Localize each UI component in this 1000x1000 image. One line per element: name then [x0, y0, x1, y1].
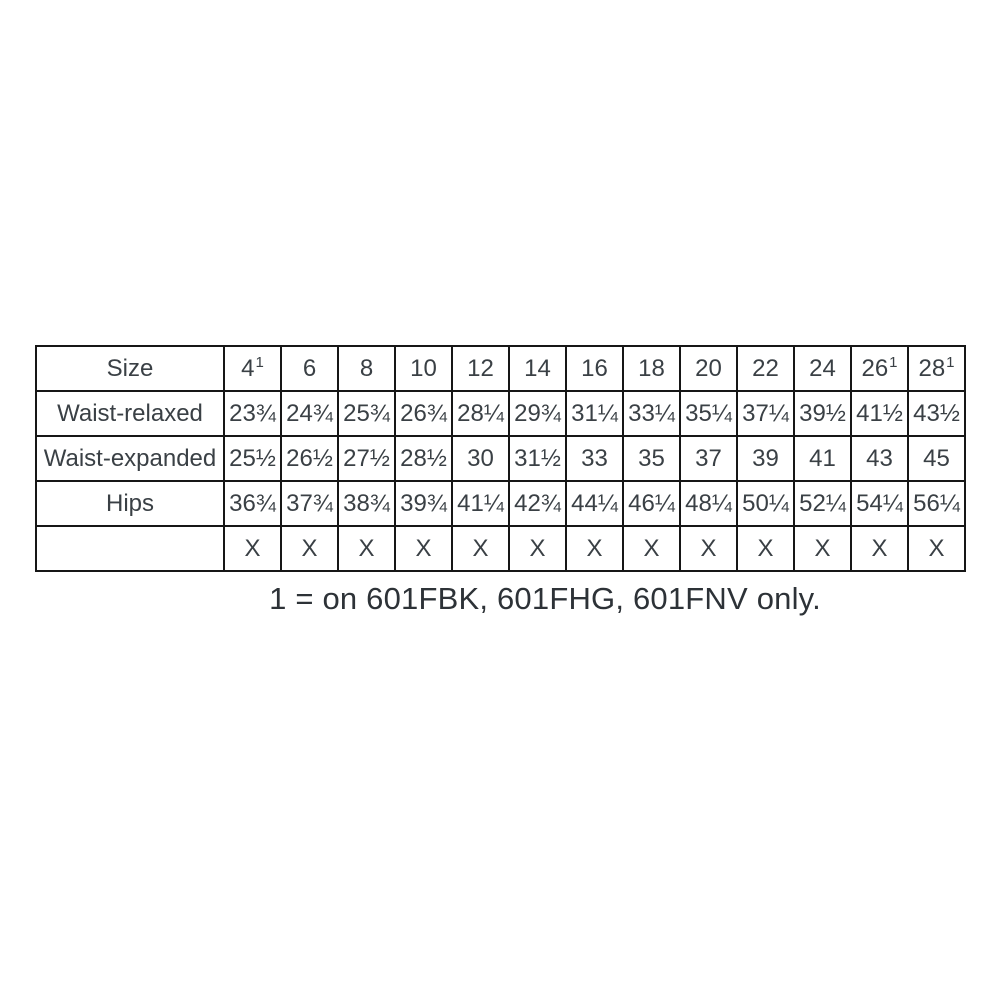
size-header-cell — [338, 346, 395, 391]
measurement-value-cell: X — [851, 526, 908, 571]
size-value: 10 — [410, 354, 437, 382]
size-chart-table — [35, 345, 966, 572]
size-header-cell — [908, 346, 965, 391]
size-header-row — [36, 346, 965, 391]
measurement-value-cell: 48¼ — [680, 481, 737, 526]
size-header-cell — [281, 346, 338, 391]
measurement-value-cell: 39½ — [794, 391, 851, 436]
measurement-value-cell: X — [395, 526, 452, 571]
measurement-value-cell: 31½ — [509, 436, 566, 481]
measurement-value-cell: X — [281, 526, 338, 571]
measurement-value-cell: 54¼ — [851, 481, 908, 526]
size-footnote-marker: 1 — [255, 353, 264, 371]
size-header-cell — [623, 346, 680, 391]
size-header-cell — [509, 346, 566, 391]
measurement-row — [36, 526, 965, 571]
measurement-value-cell: 23¾ — [224, 391, 281, 436]
measurement-value-cell: 46¼ — [623, 481, 680, 526]
measurement-value-cell: X — [680, 526, 737, 571]
measurement-value-cell: 37¾ — [281, 481, 338, 526]
row-label-cell: Waist-relaxed — [36, 391, 224, 436]
measurement-value-cell: 37 — [680, 436, 737, 481]
size-header-cell — [851, 346, 908, 391]
size-header-cell — [680, 346, 737, 391]
measurement-value-cell: 45 — [908, 436, 965, 481]
measurement-value-cell: 25¾ — [338, 391, 395, 436]
measurement-value-cell: X — [794, 526, 851, 571]
size-value: 8 — [359, 354, 374, 382]
measurement-value-cell: 44¼ — [566, 481, 623, 526]
measurement-value-cell: 29¾ — [509, 391, 566, 436]
size-value: 4 — [241, 354, 255, 382]
size-header-cell — [737, 346, 794, 391]
measurement-value-cell: 35¼ — [680, 391, 737, 436]
measurement-value-cell: X — [224, 526, 281, 571]
measurement-row — [36, 391, 965, 436]
measurement-value-cell: 41½ — [851, 391, 908, 436]
size-value: 18 — [638, 354, 665, 382]
size-value: 14 — [524, 354, 551, 382]
measurement-value-cell: 50¼ — [737, 481, 794, 526]
size-value: 22 — [752, 354, 779, 382]
measurement-value-cell: 43 — [851, 436, 908, 481]
size-footnote-marker: 1 — [946, 353, 955, 371]
measurement-value-cell: 28¼ — [452, 391, 509, 436]
size-corner-label-cell: Size — [36, 346, 224, 391]
row-label-cell — [36, 526, 224, 571]
measurement-value-cell: 31¼ — [566, 391, 623, 436]
measurement-value-cell: 33 — [566, 436, 623, 481]
size-header-cell — [224, 346, 281, 391]
measurement-value-cell: X — [452, 526, 509, 571]
size-header-cell — [395, 346, 452, 391]
size-value: 26 — [861, 354, 889, 382]
measurement-value-cell: 42¾ — [509, 481, 566, 526]
measurement-value-cell: 41 — [794, 436, 851, 481]
measurement-row — [36, 436, 965, 481]
measurement-value-cell: X — [509, 526, 566, 571]
size-value: 20 — [695, 354, 722, 382]
measurement-value-cell: 41¼ — [452, 481, 509, 526]
measurement-value-cell: 37¼ — [737, 391, 794, 436]
measurement-value-cell: 26¾ — [395, 391, 452, 436]
measurement-value-cell: 39¾ — [395, 481, 452, 526]
measurement-value-cell: 39 — [737, 436, 794, 481]
size-value: 24 — [809, 354, 836, 382]
measurement-value-cell: X — [908, 526, 965, 571]
measurement-value-cell: 38¾ — [338, 481, 395, 526]
size-footnote-marker: 1 — [889, 353, 898, 371]
measurement-value-cell: X — [623, 526, 680, 571]
measurement-value-cell: 28½ — [395, 436, 452, 481]
size-header-cell — [566, 346, 623, 391]
measurement-value-cell: X — [737, 526, 794, 571]
row-label-cell: Waist-expanded — [36, 436, 224, 481]
size-header-cell — [794, 346, 851, 391]
size-header-cell — [452, 346, 509, 391]
size-value: 12 — [467, 354, 494, 382]
size-value: 16 — [581, 354, 608, 382]
measurement-value-cell: 43½ — [908, 391, 965, 436]
measurement-value-cell: 24¾ — [281, 391, 338, 436]
measurement-value-cell: 26½ — [281, 436, 338, 481]
size-value: 28 — [918, 354, 946, 382]
measurement-value-cell: 33¼ — [623, 391, 680, 436]
measurement-value-cell: 35 — [623, 436, 680, 481]
measurement-value-cell: 27½ — [338, 436, 395, 481]
measurement-value-cell: 25½ — [224, 436, 281, 481]
measurement-row — [36, 481, 965, 526]
measurement-value-cell: 36¾ — [224, 481, 281, 526]
measurement-value-cell: X — [338, 526, 395, 571]
measurement-value-cell: 56¼ — [908, 481, 965, 526]
row-label-cell: Hips — [36, 481, 224, 526]
size-value: 6 — [302, 354, 317, 382]
measurement-value-cell: 52¼ — [794, 481, 851, 526]
measurement-value-cell: 30 — [452, 436, 509, 481]
measurement-value-cell: X — [566, 526, 623, 571]
size-chart-footnote: 1 = on 601FBK, 601FHG, 601FNV only. — [269, 581, 821, 616]
